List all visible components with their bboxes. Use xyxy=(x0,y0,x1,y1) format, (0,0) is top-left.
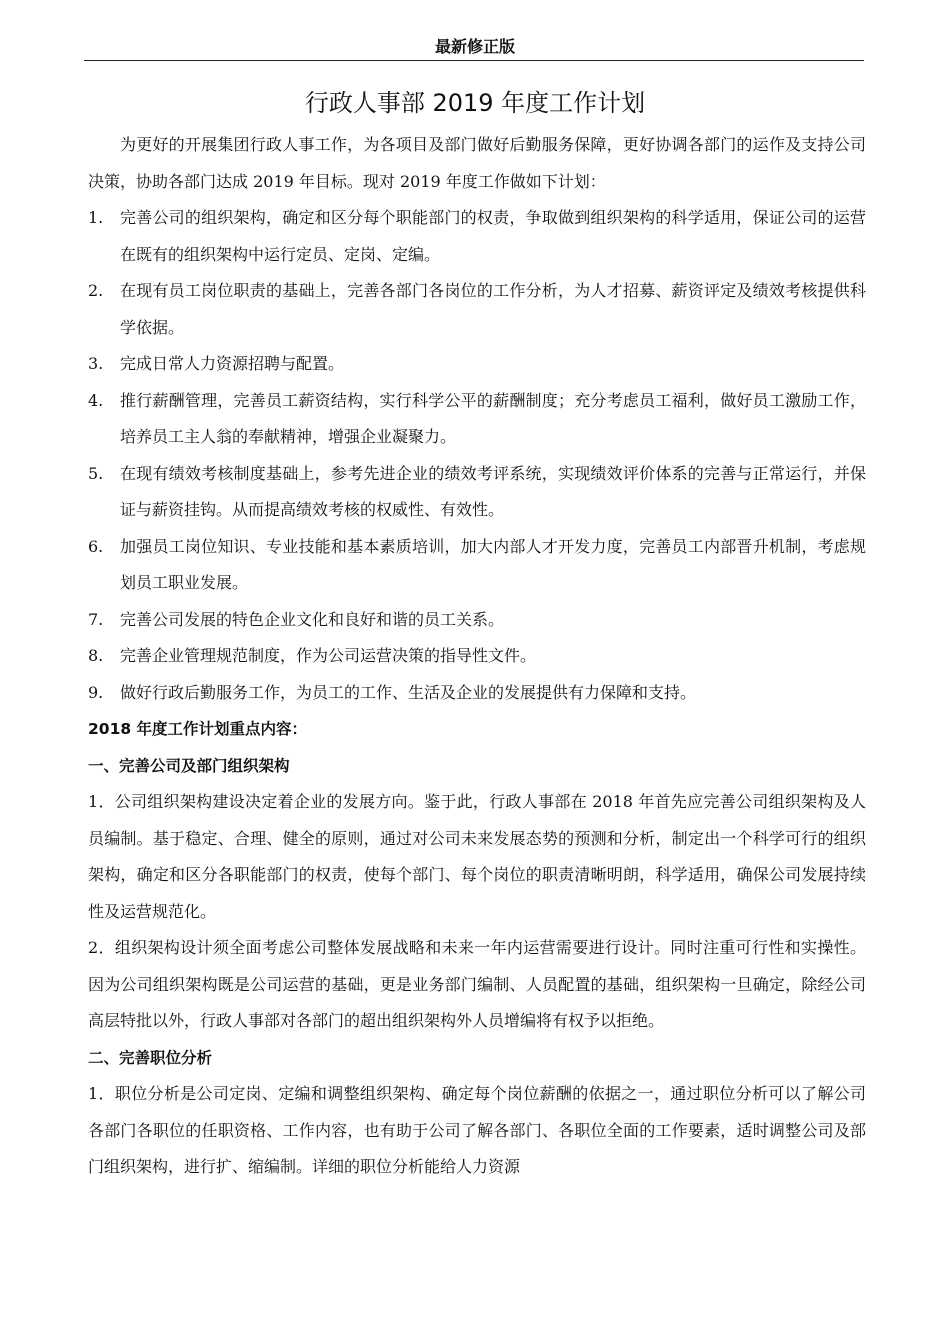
plan-item xyxy=(88,346,866,383)
plan-item-text: 在现有绩效考核制度基础上，参考先进企业的绩效考评系统，实现绩效评价体系的完善与正常运行，并保证与薪资挂钩。从而提高绩效考核的权威性、有效性。 xyxy=(120,463,866,519)
plan-item xyxy=(88,602,866,639)
header-rule xyxy=(84,60,864,61)
plan-item-text: 完善公司的组织架构，确定和区分每个职能部门的权责，争取做到组织架构的科学适用，保证公司的运营在既有的组织架构中运行定员、定岗、定编。 xyxy=(120,208,866,264)
document-body xyxy=(88,127,866,1186)
section-paragraph: 1．公司组织架构建设决定着企业的发展方向。鉴于此，行政人事部在 2018 年首先应完善公司组织架构及人员编制。基于稳定、合理、健全的原则，通过对公司未来发展态势的预测和分析，制定出一个科学可行的组织架构，确定和区分各职能部门的权责，使每个部门、每个岗位的职责清晰明朗，科学适用，确保公司发展持续性及运营规范化。 xyxy=(88,792,866,921)
plan-item xyxy=(88,529,866,602)
plan-item-text: 完成日常人力资源招聘与配置。 xyxy=(120,354,345,373)
plan-item-number: 5. xyxy=(88,463,104,483)
section-heading: 二、完善职位分析 xyxy=(88,1048,213,1067)
plan-item-number: 4. xyxy=(88,390,104,410)
plan-list xyxy=(88,200,866,711)
plan-item-number: 2. xyxy=(88,281,104,300)
document-title: 行政人事部 2019 年度工作计划 xyxy=(304,89,646,118)
section-paragraph: 2．组织架构设计须全面考虑公司整体发展战略和未来一年内运营需要进行设计。同时注重可行性和实操性。因为公司组织架构既是公司运营的基础，更是业务部门编制、人员配置的基础，组织架构一旦确定，除经公司高层特批以外，行政人事部对各部门的超出组织架构外人员增编将有权予以拒绝。 xyxy=(88,938,866,1030)
section-heading: 一、完善公司及部门组织架构 xyxy=(88,756,290,775)
plan-item-number: 1. xyxy=(88,208,104,227)
plan-item-text: 完善公司发展的特色企业文化和良好和谐的员工关系。 xyxy=(120,609,505,629)
plan-item-number: 6. xyxy=(88,536,104,556)
plan-item-text: 加强员工岗位知识、专业技能和基本素质培训，加大内部人才开发力度，完善员工内部晋升机制，考虑规划员工职业发展。 xyxy=(120,536,866,592)
plan-item xyxy=(88,675,866,712)
plan-item xyxy=(88,456,866,529)
plan-item-text: 推行薪酬管理，完善员工薪资结构，实行科学公平的薪酬制度；充分考虑员工福利，做好员工激励工作，培养员工主人翁的奉献精神，增强企业凝聚力。 xyxy=(120,390,866,446)
plan-item-number: 9. xyxy=(88,682,104,702)
plan-item-text: 在现有员工岗位职责的基础上，完善各部门各岗位的工作分析，为人才招募、薪资评定及绩效考核提供科学依据。 xyxy=(120,281,866,337)
plan-item-number: 7. xyxy=(88,609,104,629)
plan-item xyxy=(88,383,866,456)
plan-item xyxy=(88,273,866,346)
key-content-heading: 2018 年度工作计划重点内容： xyxy=(88,720,308,738)
plan-item xyxy=(88,200,866,273)
plan-item-number: 3. xyxy=(88,354,104,373)
plan-item-number: 8. xyxy=(88,646,104,665)
plan-item-text: 完善企业管理规范制度，作为公司运营决策的指导性文件。 xyxy=(120,646,537,665)
plan-item xyxy=(88,638,866,675)
header-label: 最新修正版 xyxy=(434,37,515,56)
section-paragraph: 1．职位分析是公司定岗、定编和调整组织架构、确定每个岗位薪酬的依据之一，通过职位分析可以了解公司各部门各职位的任职资格、工作内容，也有助于公司了解各部门、各职位全面的工作要素，适时调整公司及部门组织架构，进行扩、缩编制。详细的职位分析能给人力资源 xyxy=(88,1084,866,1176)
intro-paragraph: 为更好的开展集团行政人事工作，为各项目及部门做好后勤服务保障，更好协调各部门的运作及支持公司决策，协助各部门达成 2019 年目标。现对 2019 年度工作做如下计划： xyxy=(88,135,866,191)
plan-item-text: 做好行政后勤服务工作，为员工的工作、生活及企业的发展提供有力保障和支持。 xyxy=(120,682,697,702)
